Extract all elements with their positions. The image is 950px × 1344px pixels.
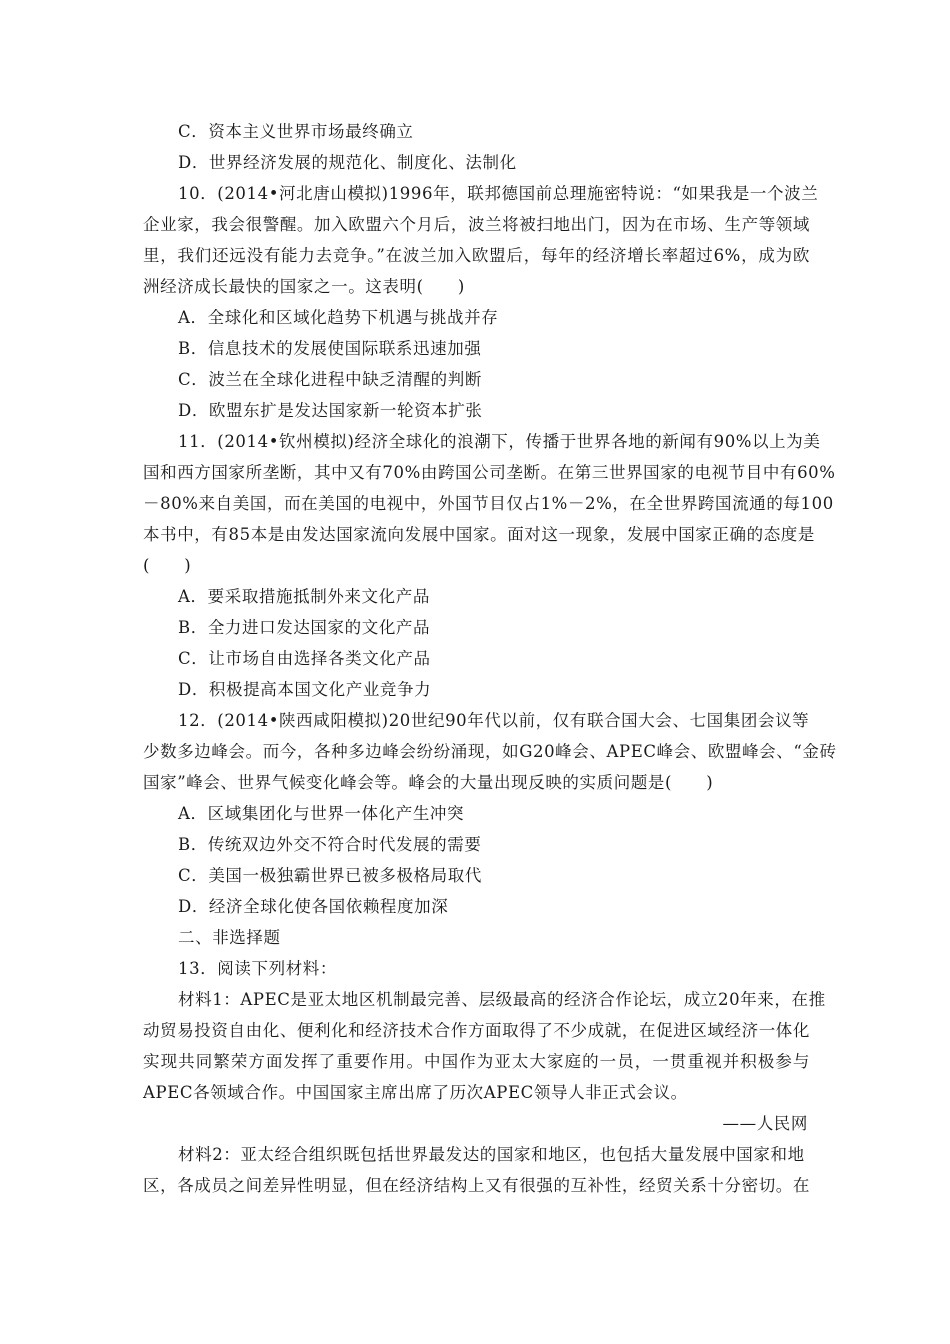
q11-option-c: C．让市场自由选择各类文化产品 [178, 649, 431, 668]
material2-line-2: 区，各成员之间差异性明显，但在经济结构上又有很强的互补性，经贸关系十分密切。在 [143, 1176, 810, 1195]
material1-line-3: 实现共同繁荣方面发挥了重要作用。中国作为亚太大家庭的一员，一贯重视并积极参与 [143, 1052, 810, 1071]
q10-option-c: C．波兰在全球化进程中缺乏清醒的判断 [178, 370, 482, 389]
q12-option-c: C．美国一极独霸世界已被多极格局取代 [178, 866, 482, 885]
q11-stem-line-5: ( ) [143, 556, 192, 575]
material1-source: ——人民网 [722, 1114, 808, 1133]
q11-stem-line-1: 11．(2014•钦州模拟)经济全球化的浪潮下，传播于世界各地的新闻有90%以上为美 [178, 432, 821, 451]
q12-option-a: A．区域集团化与世界一体化产生冲突 [178, 804, 465, 823]
q11-stem-line-3: －80%来自美国，而在美国的电视中，外国节目仅占1%－2%，在全世界跨国流通的每100 [143, 494, 834, 513]
q11-stem-line-4: 本书中，有85本是由发达国家流向发展中国家。面对这一现象，发展中国家正确的态度是 [143, 525, 815, 544]
q10-option-b: B．信息技术的发展使国际联系迅速加强 [178, 339, 482, 358]
q11-stem-line-2: 国和西方国家所垄断，其中又有70%由跨国公司垄断。在第三世界国家的电视节目中有60% [143, 463, 836, 482]
q12-option-b: B．传统双边外交不符合时代发展的需要 [178, 835, 482, 854]
q12-stem-line-1: 12．(2014•陕西咸阳模拟)20世纪90年代以前，仅有联合国大会、七国集团会议等 [178, 711, 810, 730]
section-heading: 二、非选择题 [178, 928, 281, 947]
q10-stem-line-4: 洲经济成长最快的国家之一。这表明( ) [143, 277, 465, 296]
q11-option-b: B．全力进口发达国家的文化产品 [178, 618, 431, 637]
q12-stem-line-3: 国家”峰会、世界气候变化峰会等。峰会的大量出现反映的实质问题是( ) [143, 773, 714, 792]
q12-stem-line-2: 少数多边峰会。而今，各种多边峰会纷纷涌现，如G20峰会、APEC峰会、欧盟峰会、“金砖 [143, 742, 837, 761]
material1-line-1: 材料1：APEC是亚太地区机制最完善、层级最高的经济合作论坛，成立20年来，在推 [178, 990, 826, 1009]
q12-option-d: D．经济全球化使各国依赖程度加深 [178, 897, 449, 916]
material2-line-1: 材料2：亚太经合组织既包括世界最发达的国家和地区，也包括大量发展中国家和地 [178, 1145, 805, 1164]
q10-stem-line-3: 里，我们还远没有能力去竞争。”在波兰加入欧盟后，每年的经济增长率超过6%，成为欧 [143, 246, 810, 265]
q10-option-a: A．全球化和区域化趋势下机遇与挑战并存 [178, 308, 499, 327]
q9-option-c: C．资本主义世界市场最终确立 [178, 122, 414, 141]
q10-option-d: D．欧盟东扩是发达国家新一轮资本扩张 [178, 401, 483, 420]
material1-line-4: APEC各领域合作。中国国家主席出席了历次APEC领导人非正式会议。 [143, 1083, 688, 1102]
q10-stem-line-2: 企业家，我会很警醒。加入欧盟六个月后，波兰将被扫地出门，因为在市场、生产等领域 [143, 215, 810, 234]
material1-line-2: 动贸易投资自由化、便利化和经济技术合作方面取得了不少成就，在促进区域经济一体化 [143, 1021, 810, 1040]
q9-option-d: D．世界经济发展的规范化、制度化、法制化 [178, 153, 517, 172]
q11-option-d: D．积极提高本国文化产业竞争力 [178, 680, 432, 699]
q10-stem-line-1: 10．(2014•河北唐山模拟)1996年，联邦德国前总理施密特说：“如果我是一个波兰 [178, 184, 819, 203]
q11-option-a: A．要采取措施抵制外来文化产品 [178, 587, 430, 606]
q13-intro: 13．阅读下列材料： [178, 959, 337, 978]
